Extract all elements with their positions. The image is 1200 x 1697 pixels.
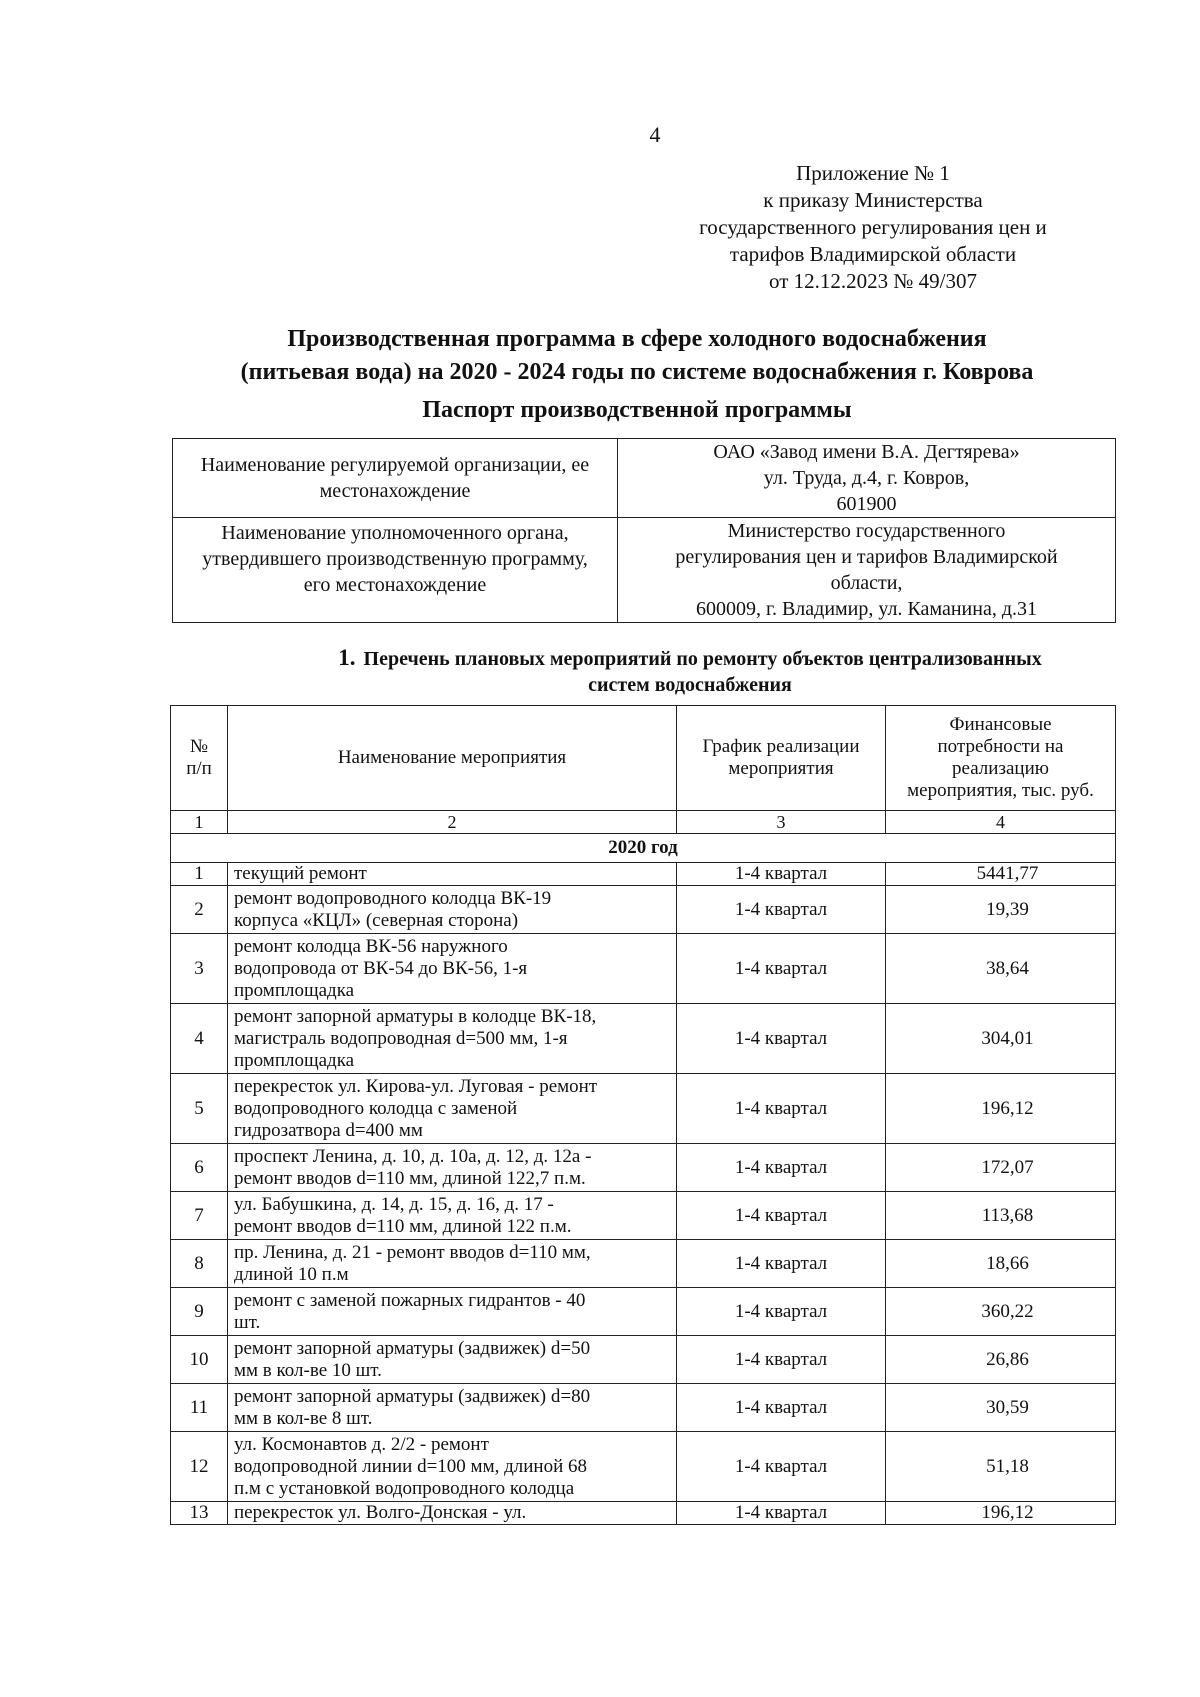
row-schedule: 1-4 квартал [677,1192,886,1240]
appendix-line: от 12.12.2023 № 49/307 [768,269,978,293]
header-schedule [677,706,886,811]
row-cost: 5441,77 [886,863,1116,886]
appendix-header [668,160,1078,295]
row-cost: 19,39 [886,886,1116,934]
column-number: 3 [677,811,886,834]
row-name-line: ремонт водопроводного колодца ВК-19 [234,887,552,909]
row-name-line: водопровода от ВК-54 до ВК-56, 1-я [234,957,528,979]
row-name-line: мм в кол-ве 10 шт. [234,1359,382,1381]
passport-label-line: утвердившего производственную программу, [202,548,588,570]
row-name [228,1192,677,1240]
row-number: 8 [171,1240,228,1288]
row-name-line: водопроводной линии d=100 мм, длиной 68 [234,1455,587,1477]
passport-value-line: 601900 [836,493,897,515]
header-schedule-line: График реализации [702,736,860,757]
row-schedule: 1-4 квартал [677,1432,886,1502]
row-number: 2 [171,886,228,934]
year-label: 2020 год [171,834,1116,863]
header-num-line: № [189,736,209,757]
row-name-line: перекресток ул. Кирова-ул. Луговая - ремонт [234,1075,598,1097]
row-name-line: магистраль водопроводная d=500 мм, 1-я [234,1027,568,1049]
column-number: 2 [228,811,677,834]
row-number: 3 [171,934,228,1004]
passport-label-line: Наименование уполномоченного органа, [221,522,569,544]
passport-value-line: Министерство государственного [727,520,1006,542]
table-row [171,934,1116,1004]
row-name-line: пр. Ленина, д. 21 - ремонт вводов d=110 мм, [234,1241,591,1263]
table-row [171,863,1116,886]
row-name-line: проспект Ленина, д. 10, д. 10а, д. 12, д. 12а - [234,1145,592,1167]
row-name-line: ремонт запорной арматуры (задвижек) d=50 [234,1337,591,1359]
header-finance-line: Финансовые [949,714,1052,735]
row-name [228,1336,677,1384]
row-number: 4 [171,1004,228,1074]
passport-label-line: местонахождение [319,480,471,502]
section-title-text: Перечень плановых мероприятий по ремонту объектов централизованных [363,648,1042,670]
title-line: (питьевая вода) на 2020 - 2024 годы по системе водоснабжения г. Коврова [240,359,1034,385]
row-name-line: промплощадка [234,1049,355,1071]
header-finance [886,706,1116,811]
section-number: 1. [338,645,356,670]
table-row [171,1240,1116,1288]
passport-row [173,518,1116,623]
row-name [228,1144,677,1192]
column-number: 1 [171,811,228,834]
row-name [228,1502,677,1525]
row-cost: 26,86 [886,1336,1116,1384]
row-cost: 18,66 [886,1240,1116,1288]
row-name [228,1432,677,1502]
row-schedule: 1-4 квартал [677,1288,886,1336]
row-cost: 30,59 [886,1384,1116,1432]
row-cost: 304,01 [886,1004,1116,1074]
row-cost: 196,12 [886,1074,1116,1144]
passport-label-line: его местонахождение [303,574,487,596]
passport-heading: Паспорт производственной программы [422,397,852,423]
row-name-line: корпуса «КЦЛ» (северная сторона) [234,909,519,931]
row-cost: 360,22 [886,1288,1116,1336]
header-finance-line: мероприятия, тыс. руб. [907,780,1094,801]
row-name-line: ремонт с заменой пожарных гидрантов - 40 [234,1289,586,1311]
row-number: 6 [171,1144,228,1192]
table-row [171,1288,1116,1336]
row-name-line: ул. Космонавтов д. 2/2 - ремонт [234,1433,489,1455]
section-1-title [260,645,1120,698]
row-name-line: п.м с установкой водопроводного колодца [234,1477,575,1499]
appendix-line: к приказу Министерства [763,188,983,212]
row-schedule: 1-4 квартал [677,1074,886,1144]
row-name-line: промплощадка [234,979,355,1001]
row-schedule: 1-4 квартал [677,1502,886,1525]
passport-value-line: области, [830,572,903,594]
passport-label-cell [173,518,618,623]
section-title-line: систем водоснабжения [588,674,792,696]
document-title [168,323,1106,389]
section-title-line [260,645,1120,672]
column-numbers-row [171,811,1116,834]
header-finance-line: реализацию [952,758,1049,779]
row-name-line: длиной 10 п.м [234,1263,349,1285]
row-name-line: ремонт колодца ВК-56 наружного [234,935,508,957]
row-number: 12 [171,1432,228,1502]
row-schedule: 1-4 квартал [677,1004,886,1074]
column-number: 4 [886,811,1116,834]
row-name [228,1288,677,1336]
passport-value-cell [618,439,1116,518]
row-number: 7 [171,1192,228,1240]
row-number: 1 [171,863,228,886]
row-name-line: водопроводного колодца с заменой [234,1097,518,1119]
row-name-line: гидрозатвора d=400 мм [234,1119,423,1141]
row-number: 9 [171,1288,228,1336]
row-schedule: 1-4 квартал [677,1144,886,1192]
table-row [171,1144,1116,1192]
table-row [171,1432,1116,1502]
appendix-line: тарифов Владимирской области [729,242,1017,266]
works-header-row [171,706,1116,811]
row-name-line: шт. [234,1311,261,1333]
row-schedule: 1-4 квартал [677,1384,886,1432]
row-cost: 172,07 [886,1144,1116,1192]
header-num-line: п/п [186,758,212,779]
row-name [228,863,677,886]
row-cost: 196,12 [886,1502,1116,1525]
row-name [228,1004,677,1074]
row-name-line: ул. Бабушкина, д. 14, д. 15, д. 16, д. 17 - [234,1193,554,1215]
row-name-line: мм в кол-ве 8 шт. [234,1407,373,1429]
table-row [171,886,1116,934]
row-name-line: ремонт запорной арматуры (задвижек) d=80 [234,1385,591,1407]
row-name [228,934,677,1004]
table-row [171,1074,1116,1144]
row-number: 5 [171,1074,228,1144]
header-name: Наименование мероприятия [228,706,677,811]
header-schedule-line: мероприятия [728,758,834,779]
appendix-line: Приложение № 1 [796,161,950,185]
table-row [171,1336,1116,1384]
page-number: 4 [649,122,661,147]
passport-label-cell [173,439,618,518]
row-schedule: 1-4 квартал [677,863,886,886]
table-row [171,1384,1116,1432]
row-name [228,1074,677,1144]
year-row [171,834,1116,863]
table-row [171,1502,1116,1525]
header-finance-line: потребности на [937,736,1064,757]
row-cost: 38,64 [886,934,1116,1004]
row-cost: 113,68 [886,1192,1116,1240]
row-schedule: 1-4 квартал [677,886,886,934]
passport-value-line: регулирования цен и тарифов Владимирской [675,546,1058,568]
row-name-line: ремонт запорной арматуры в колодце ВК-18, [234,1005,597,1027]
passport-label-line: Наименование регулируемой организации, ее [200,454,590,476]
row-number: 10 [171,1336,228,1384]
passport-table [172,438,1116,623]
header-num [171,706,228,811]
row-number: 13 [171,1502,228,1525]
passport-value-line: ул. Труда, д.4, г. Ковров, [763,467,970,489]
passport-value-cell [618,518,1116,623]
row-number: 11 [171,1384,228,1432]
row-name-line: перекресток ул. Волго-Донская - ул. [234,1502,527,1523]
table-row [171,1192,1116,1240]
row-name-line: ремонт вводов d=110 мм, длиной 122 п.м. [234,1215,572,1237]
title-line: Производственная программа в сфере холодного водоснабжения [287,326,987,352]
passport-row [173,439,1116,518]
works-table-body [171,863,1116,1525]
row-name [228,1240,677,1288]
row-name [228,886,677,934]
works-table [170,705,1116,1525]
row-schedule: 1-4 квартал [677,1336,886,1384]
row-schedule: 1-4 квартал [677,934,886,1004]
passport-value-line: 600009, г. Владимир, ул. Каманина, д.31 [696,598,1037,620]
row-name-line: текущий ремонт [234,863,367,884]
row-name-line: ремонт вводов d=110 мм, длиной 122,7 п.м. [234,1167,586,1189]
table-row [171,1004,1116,1074]
row-name [228,1384,677,1432]
appendix-line: государственного регулирования цен и [699,215,1047,239]
passport-value-line: ОАО «Завод имени В.А. Дегтярева» [713,441,1020,463]
row-cost: 51,18 [886,1432,1116,1502]
row-schedule: 1-4 квартал [677,1240,886,1288]
